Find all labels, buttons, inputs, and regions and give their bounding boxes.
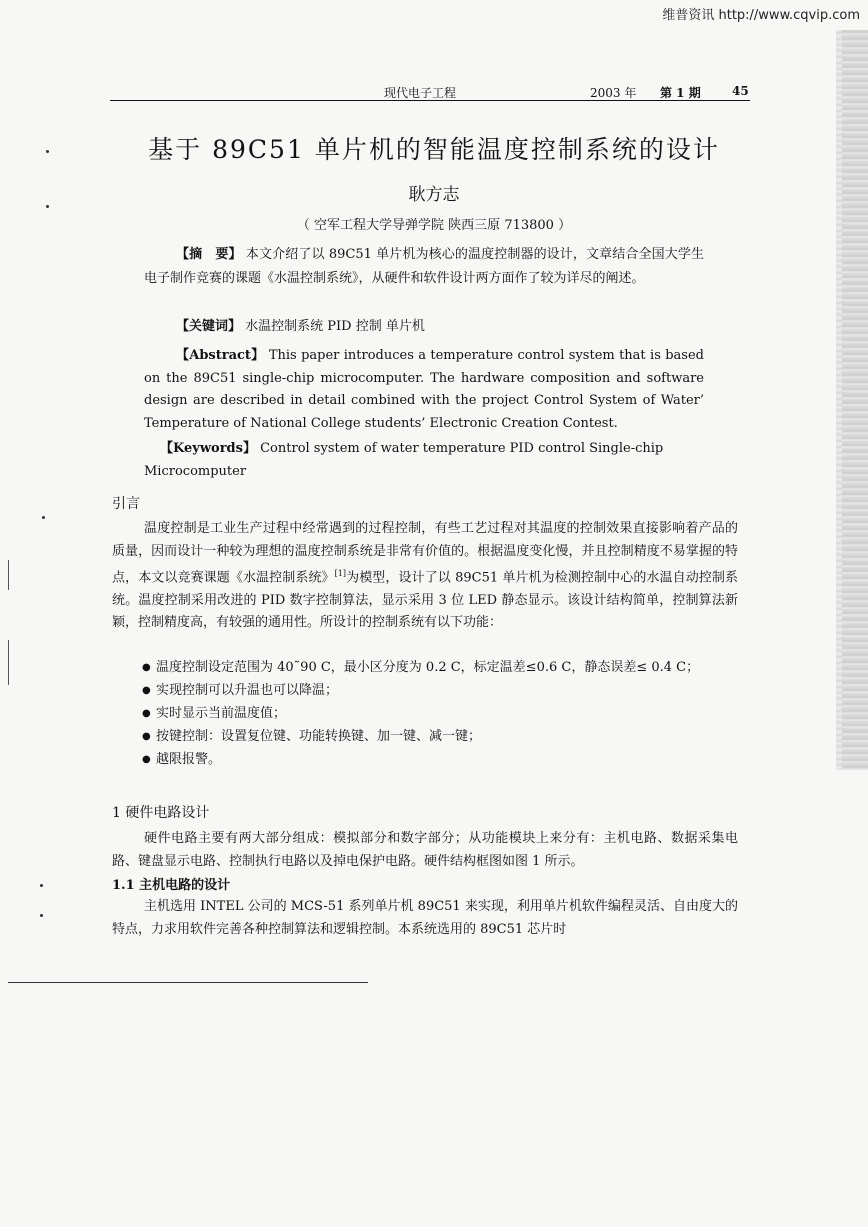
- header-journal-name: 现代电子工程: [384, 86, 457, 100]
- list-item: ● 实时显示当前温度值；: [142, 702, 738, 725]
- keywords-cn: [176, 315, 425, 334]
- section-1-1-paragraph: 主机选用 INTEL 公司的 MCS-51 系列单片机 89C51 来实现，利用单片机软件编程灵活、自由度大的特点，力求用软件完善各种控制算法和逻辑控制。本系统选用的 89C51 芯片时: [112, 899, 738, 937]
- section-1-paragraph: 硬件电路主要有两大部分组成：模拟部分和数字部分；从功能模块上来分有：主机电路、数据采集电路、键盘显示电路、控制执行电路以及掉电保护电路。硬件结构框图如图 1 所示。: [112, 831, 738, 869]
- scan-speck: [46, 205, 49, 208]
- intro-paragraph-text-b: 为模型，设计了以 89C51 单片机为检测控制中心的水温自动控制系统。温度控制采用改进的 PID 数字控制算法，显示采用 3 位 LED 静态显示。该设计结构简单，控制算法新颖，控制精度高，有较强的通用性。所设计的控制系统有以下功能：: [112, 570, 738, 631]
- section-1-heading: 1 硬件电路设计: [112, 805, 210, 821]
- footer-rule: [8, 982, 368, 983]
- author-affiliation: （ 空军工程大学导弹学院 陕西三原 713800 ）: [296, 218, 572, 233]
- abstract-cn-text: 本文介绍了以 89C51 单片机为核心的温度控制器的设计，文章结合全国大学生电子制作竞赛的课题《水温控制系统》，从硬件和软件设计两方面作了较为详尽的阐述。: [144, 247, 704, 286]
- abstract-cn: [144, 243, 704, 291]
- header-issue: 第 1 期: [660, 86, 701, 100]
- intro-paragraph-text-a: 温度控制是工业生产过程中经常遇到的过程控制，有些工艺过程对其温度的控制效果直接影响着产品的质量，因而设计一种较为理想的温度控制系统是非常有价值的。根据温度变化慢，并且控制精度不易掌握的特点，本文以竞赛课题《水温控制系统》: [112, 521, 738, 586]
- list-item: ● 温度控制设定范围为 40˜90 C，最小区分度为 0.2 C，标定温差≤0.6 C，静态误差≤ 0.4 C；: [142, 656, 738, 679]
- scan-speck: [40, 914, 43, 917]
- list-item: ● 按键控制：设置复位键、功能转换键、加一键、减一键；: [142, 725, 738, 748]
- list-item: ● 越限报警。: [142, 748, 738, 771]
- author-name: 耿方志: [408, 185, 460, 205]
- scan-mark: [8, 560, 9, 590]
- scan-mark: [8, 640, 9, 685]
- keywords-cn-text: 水温控制系统 PID 控制 单片机: [245, 319, 425, 334]
- intro-paragraph: [112, 518, 738, 635]
- section-1-1-heading: 1.1 主机电路的设计: [112, 878, 231, 893]
- scan-speck: [40, 884, 43, 887]
- keywords-cn-label: 【关键词】: [176, 319, 242, 334]
- paper-title: 基于 89C51 单片机的智能温度控制系统的设计: [148, 135, 720, 164]
- header-page-number: 45: [732, 84, 749, 98]
- abstract-en-text: This paper introduces a temperature control system that is based on the 89C51 single-chip microcomputer. The hardware composition and software design are described in detail combined with the project Control System of Water’ Temperature of National College students’ Electronic Creation Contest.: [144, 348, 704, 431]
- keywords-en: [144, 437, 704, 483]
- abstract-en: [144, 345, 704, 435]
- feature-list: [142, 656, 738, 771]
- keywords-en-label: 【Keywords】: [160, 441, 256, 456]
- scan-speck: [42, 516, 45, 519]
- header-rule: [110, 100, 750, 101]
- list-item: ● 实现控制可以升温也可以降温；: [142, 679, 738, 702]
- watermark-text: 维普资讯 http://www.cqvip.com: [662, 8, 860, 23]
- intro-heading: 引言: [112, 496, 140, 512]
- intro-citation: [1]: [334, 569, 346, 578]
- abstract-en-label: 【Abstract】: [176, 348, 265, 363]
- header-year: 2003 年: [590, 86, 637, 100]
- keywords-en-text: Control system of water temperature PID control Single-chip Microcomputer: [144, 441, 664, 479]
- scan-speck: [46, 150, 49, 153]
- abstract-cn-label: 【摘 要】: [176, 247, 242, 262]
